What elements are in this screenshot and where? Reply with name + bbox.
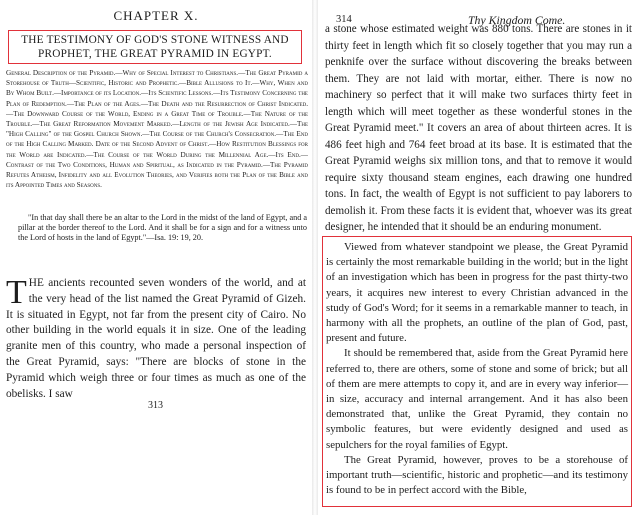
drop-cap: T: [6, 274, 27, 311]
right-page: [318, 0, 636, 515]
right-page-number: 314: [336, 14, 352, 25]
highlighted-passage: [322, 236, 632, 507]
highlight-paragraph-2: It should be remembered that, aside from the Great Pyramid here referred to, there are others, some of stone and some of brick; but all of them are mere attempts to copy it, and are in every way inferior—in size, accuracy and internal arrangement. And it has also been demonstrated that, unlike the Great Pyramid, they contain no symbolic features, but were evidently designed and used as sepulchers for the royal families of Egypt.: [326, 347, 628, 451]
highlight-paragraph-3: The Great Pyramid, however, proves to be a storehouse of important truth—scientific, historic and prophetic—and its testimony is found to be in perfect accord with the Bible,: [326, 453, 628, 497]
left-page: [0, 0, 312, 515]
scripture-quote: "In that day shall there be an altar to the Lord in the midst of the land of Egypt, and a pillar at the border thereof to the Lord. And it shall be for a sign and for a witness unto the Lord of hosts in the land of Egypt."—Isa. 19: 19, 20.: [18, 213, 307, 243]
chapter-title-highlight: [8, 30, 302, 64]
highlight-paragraph-1: Viewed from whatever standpoint we please, the Great Pyramid is certainly the most remarkable building in the world; but in the light of an investigation which has been in progress for the past thirty-two years, it acquires new interest to every Christian advanced in the study of God's Word; for it seems in a remarkable manner to teach, in harmony with all the prophets, an outline of the plan of God, past, present and future.: [326, 241, 628, 345]
left-page-body-text: HE ancients recounted seven wonders of the world, and at the very head of the list named the Great Pyramid of Gizeh. It is situated in Egypt, not far from the present city of Cairo. No other building in the world equals it in size. One of the leading granite men of this country, who made a personal inspection of the Great Pyramid, says: "There are blocks of stone in the Pyramid which weigh three or four times as much as one of the obelisks. I saw: [6, 277, 306, 400]
chapter-heading: CHAPTER X.: [113, 8, 199, 23]
chapter-title: THE TESTIMONY OF GOD'S STONE WITNESS AND PROPHET, THE GREAT PYRAMID IN EGYPT.: [21, 34, 289, 60]
right-page-body: a stone whose estimated weight was 880 tons. There are stones in it thirty feet in length which fit so closely together that you may run a penknife over the surface without discovering the breaks between them. They are not laid with mortar, either. There is now no machinery so perfect that it will make two surfaces thirty feet in length which will meet together as these wonderful stones in the Great Pyramid meet." It covers an area of about thirteen acres. It is 486 feet high and 764 feet broad at its base. It is estimated that the Great Pyramid weighs six million tons, and that to remove it would require sixty thousand steam engines, each drawing one hundred tons. In fact, the wealth of Egypt is not sufficient to pay laborers to demolish it. From these facts it is evident that, whoever was its great designer, he intended that it should be an enduring monument.: [325, 23, 632, 233]
running-title: Thy Kingdom Come.: [468, 13, 566, 27]
left-page-number: 313: [148, 400, 163, 411]
chapter-summary: General Description of the Pyramid.—Why of Special Interest to Christians.—The Great Pyramid a Storehouse of Truth—Scientific, Historic and Prophetic.—Bible Allusions to It.—Why, When and By Whom Built.—Importance of its Location.—Its Scientific Lessons.—Its Testimony Concerning the Plan of Redemption.—The Plan of the Ages.—The Death and the Resurrection of Christ Indicated.—The Downward Course of the World, Ending in a Great Time of Trouble.—The Nature of the Trouble.—The Great Reformation Movement Marked.—Length of the Jewish Age Indicated.—The "High Calling" of the Gospel Church Shown.—The Course of the Church's Consecration.—The End of the High Calling Marked. Date of the Second Advent of Christ.—How Restitution Blessings for the World are Indicated.—The Course of the World During the Millennial Age.—Its End.—Contrast of the Two Conditions, Human and Spiritual, as Indicated in the Pyramid.—The Pyramid Refutes Atheism, Infidelity and all Evolution Theories, and Verifies both the Plan of the Bible and its Appointed Times and Seasons.: [6, 69, 308, 190]
left-page-body: [6, 274, 306, 400]
running-header: [318, 7, 636, 27]
